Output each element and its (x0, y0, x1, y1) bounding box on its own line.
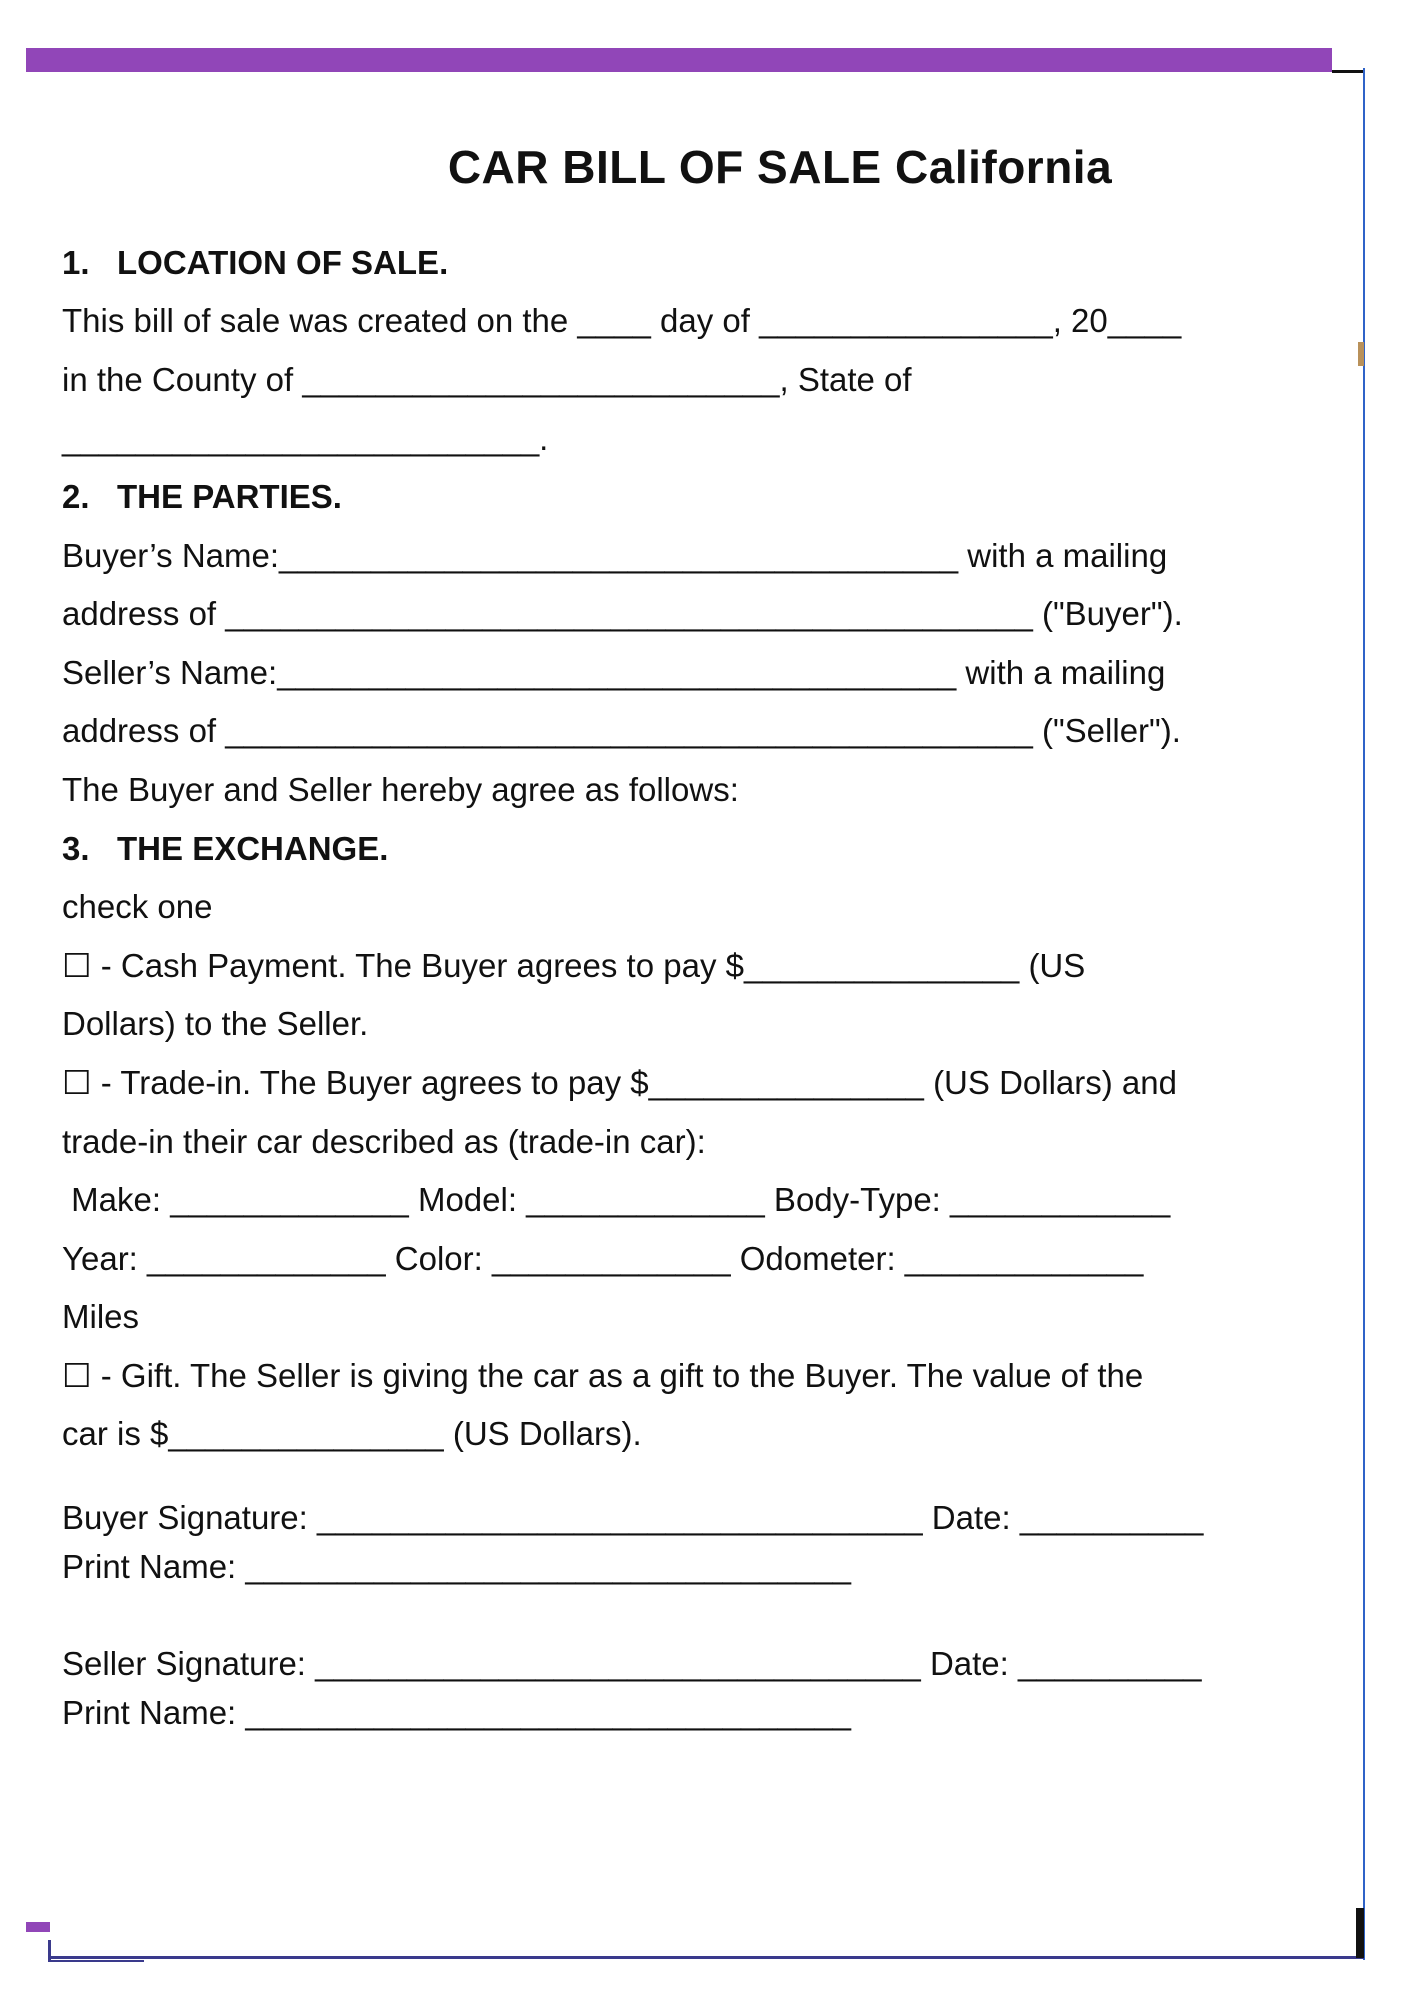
agreement-line: The Buyer and Seller hereby agree as follows: (62, 771, 739, 808)
trade-in-year-color-line: Year: _____________ Color: _____________ Odometer: _____________ (62, 1240, 1144, 1277)
top-accent-bar (26, 48, 1332, 72)
buyer-signature-line: Buyer Signature: _________________________________ Date: __________ (62, 1499, 1204, 1536)
gift-value-line: car is $_______________ (US Dollars). (62, 1415, 642, 1452)
buyer-address-line: address of ____________________________________________ ("Buyer"). (62, 595, 1183, 632)
seller-signature-line: Seller Signature: _________________________________ Date: __________ (62, 1645, 1202, 1682)
buyer-print-name-line: Print Name: _________________________________ (62, 1548, 852, 1585)
trade-in-miles-label: Miles (62, 1298, 140, 1335)
section-2-heading: 2. THE PARTIES. (62, 478, 342, 515)
seller-print-name-line: Print Name: _________________________________ (62, 1694, 852, 1731)
bottom-right-corner-mark (1356, 1908, 1364, 1958)
bottom-border-line (48, 1956, 1364, 1959)
trade-in-option[interactable]: ☐ - Trade-in. The Buyer agrees to pay $_______________ (US Dollars) and (62, 1064, 1177, 1101)
cash-payment-continued: Dollars) to the Seller. (62, 1005, 369, 1042)
bottom-left-accent-mark (26, 1922, 50, 1932)
trade-in-make-model-line: Make: _____________ Model: _____________ Body-Type: ____________ (62, 1181, 1171, 1218)
document-title: CAR BILL OF SALE California (447, 141, 1113, 193)
county-line: in the County of __________________________, State of (62, 361, 912, 398)
top-corner-tick (1332, 70, 1364, 73)
bottom-border-line-short (48, 1960, 144, 1962)
gift-option[interactable]: ☐ - Gift. The Seller is giving the car as a gift to the Buyer. The value of the (62, 1357, 1144, 1394)
state-line: __________________________. (62, 420, 549, 457)
sale-date-line: This bill of sale was created on the ____ day of ________________, 20____ (62, 302, 1182, 339)
seller-address-line: address of ____________________________________________ ("Seller"). (62, 712, 1181, 749)
trade-in-description: trade-in their car described as (trade-in car): (62, 1123, 706, 1160)
seller-name-line: Seller’s Name:_____________________________________ with a mailing (62, 654, 1166, 691)
buyer-name-line: Buyer’s Name:_____________________________________ with a mailing (62, 537, 1168, 574)
section-3-heading: 3. THE EXCHANGE. (62, 830, 389, 867)
cash-payment-option[interactable]: ☐ - Cash Payment. The Buyer agrees to pay $_______________ (US (62, 947, 1086, 984)
check-one-label: check one (62, 888, 213, 925)
section-1-heading: 1. LOCATION OF SALE. (62, 244, 449, 281)
right-edge-mark (1358, 342, 1364, 366)
